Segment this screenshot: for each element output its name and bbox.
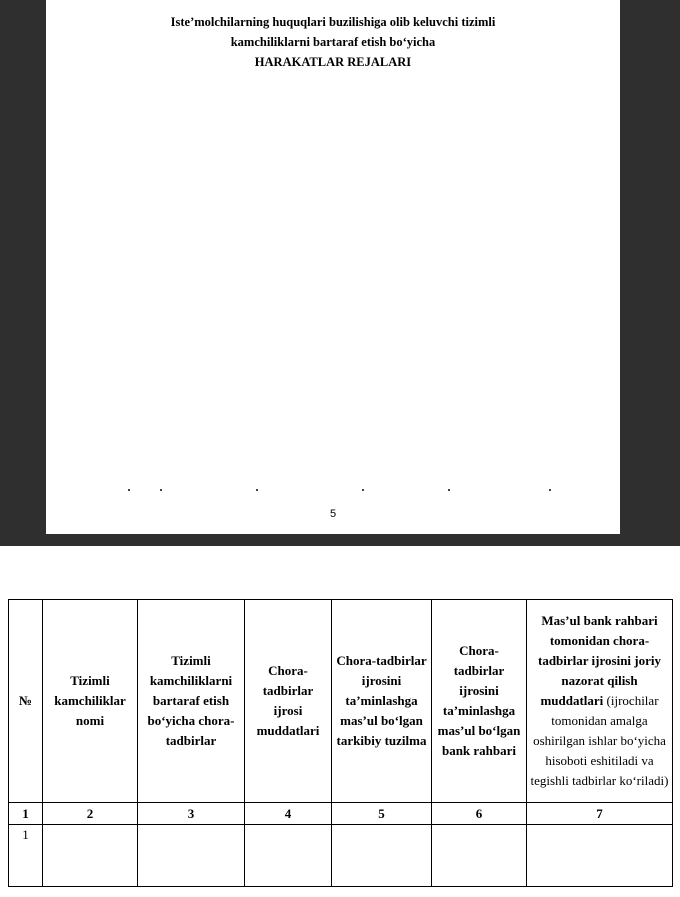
page-number: 5 [329,508,337,520]
title-line-3: HARAKATLAR REJALARI [254,55,412,69]
table-row [9,825,673,887]
column-number-row [9,803,673,825]
table-cell: 1 [9,825,43,887]
column-number: 6 [432,803,527,825]
title-line-1: Isteʼmolchilarning huquqlari buzilishiga olib keluvchi tizimli [170,15,496,29]
action-plan-table [8,599,673,887]
column-number: 5 [332,803,432,825]
column-number: 1 [9,803,43,825]
column-number: 2 [43,803,138,825]
header-responsible-unit: Chora-tadbirlar ijrosini taʼminlashga masʼul boʻlgan tarkibiy tuzilma [332,600,432,803]
header-number: № [9,600,43,803]
header-measures: Tizimli kamchiliklarni bartaraf etish boʻyicha chora-tadbirlar [138,600,245,803]
column-number: 7 [527,803,673,825]
dotted-separator [46,487,620,493]
document-page-bottom [0,546,680,897]
column-number: 4 [245,803,332,825]
table-header-row [9,600,673,803]
column-number: 3 [138,803,245,825]
table-cell [432,825,527,887]
header-deadlines: Chora-tadbirlar ijrosi muddatlari [245,600,332,803]
document-title [46,12,620,72]
table-cell [527,825,673,887]
document-page-top [46,0,620,534]
title-line-2: kamchiliklarni bartaraf etish boʻyicha [230,35,436,49]
table-cell [138,825,245,887]
header-control-note: (ijrochilar tomonidan amalga oshirilgan ishlar boʻyicha hisoboti eshitiladi va tegishli tadbirlar koʻriladi) [530,693,669,788]
table-cell [245,825,332,887]
header-control-deadlines [527,600,673,803]
header-responsible-manager: Chora-tadbirlar ijrosini taʼminlashga masʼul boʻlgan bank rahbari [432,600,527,803]
table-cell [43,825,138,887]
header-deficiency-name: Tizimli kamchiliklar nomi [43,600,138,803]
header-control-title: Masʼul bank rahbari tomonidan chora-tadbirlar ijrosini joriy nazorat qilish muddatlari [537,613,662,708]
table-cell [332,825,432,887]
